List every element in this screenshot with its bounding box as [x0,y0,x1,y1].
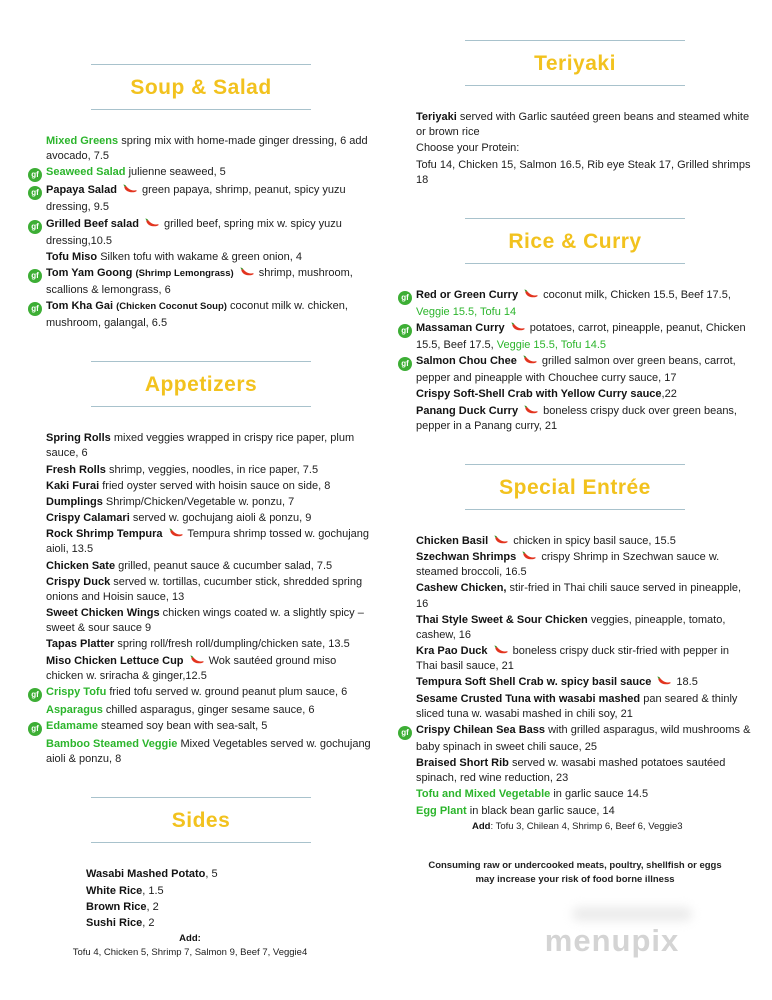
item-description: served w. gochujang aioli & ponzu, 9 [132,512,312,525]
menu-item [416,675,752,690]
item-description: grilled, peanut sauce & cucumber salad, 7.5 [118,559,333,572]
menu-item [401,321,752,353]
menu-item [31,299,374,331]
item-name: Panang Duck Curry [416,404,519,417]
item-description: fried tofu served w. ground peanut plum sauce, 6 [109,685,348,698]
menu-item [46,511,374,526]
menu-item [401,288,752,320]
chili-icon [509,321,525,336]
gluten-free-icon: gf [28,168,42,182]
menu-item [46,250,374,265]
menu-item [46,867,374,882]
item-description: pan seared & thinly sliced tuna w. wasabi mashed in chili soy, 21 [416,692,738,720]
item-name: Miso Chicken Lettuce Cup [46,654,184,667]
item-description: in black bean garlic sauce, 14 [469,804,615,817]
item-name: Cashew Chicken, [416,582,507,595]
divider-line [465,85,685,86]
item-description: steamed soy bean with sea-salt, 5 [101,720,268,733]
item-name: Kra Pao Duck [416,645,488,658]
item-name: Sushi Rice [86,916,143,929]
section-appetizers [28,361,374,767]
item-name: Crispy Duck [46,575,111,588]
menu-item [416,158,752,188]
menu-item [46,527,374,557]
section-title-rice-and-curry: Rice & Curry [508,229,642,253]
chili-icon [655,675,671,690]
item-name: Dumplings [46,495,103,508]
item-name: Rock Shrimp Tempura [46,528,163,541]
section-title-teriyaki: Teriyaki [534,52,616,75]
item-description: 18.5 [676,676,698,689]
menu-item [416,644,752,674]
gluten-free-icon: gf [398,324,412,338]
item-description: boneless crispy duck over green beans, pepper in a Panang curry, 21 [416,404,737,432]
item-description: coconut milk, Chicken 15.5, Beef 17.5, [543,288,731,301]
item-name: Wasabi Mashed Potato [86,868,206,881]
section-items [398,534,752,833]
gluten-free-icon: gf [398,726,412,740]
chili-icon [238,266,254,281]
chili-icon [522,404,538,419]
item-name: Papaya Salad [46,184,117,197]
divider-line [91,109,311,110]
menu-item [31,685,374,702]
section-title-soup-and-salad: Soup & Salad [130,76,272,99]
section-special-entree [398,464,752,833]
item-description: served with Garlic sautéed green beans and steamed white or brown rice [416,111,750,139]
item-description: Silken tofu with wakame & green onion, 4 [100,250,302,263]
section-title-appetizers: Appetizers [144,373,258,397]
item-description: chicken in spicy basil sauce, 15.5 [513,534,676,547]
item-description: boneless crispy duck stir-fried with pepper in Thai basil sauce, 21 [416,645,730,673]
item-name: Crispy Chilean Sea Bass [416,723,546,736]
menu-item [416,141,752,156]
item-name: Chicken Sate [46,559,116,572]
section-items [28,431,374,767]
chili-icon [121,183,137,198]
divider-line [91,842,311,843]
menu-item [46,559,374,574]
menu-item [46,575,374,605]
item-subname: (Chicken Coconut Soup) [116,301,227,313]
item-subname: (Shrimp Lemongrass) [135,267,234,279]
section-items [28,867,374,959]
item-name: Sweet Chicken Wings [46,607,160,620]
item-name: Brown Rice [86,900,147,913]
menu-item [416,387,752,402]
divider-line [91,361,311,362]
item-description: ,22 [661,388,677,401]
item-description-green: Veggie 15.5, Tofu 14.5 [496,339,607,352]
item-name: Szechwan Shrimps [416,551,517,564]
divider-line [465,263,685,264]
item-name: Spring Rolls [46,432,111,445]
gluten-free-icon: gf [28,722,42,736]
item-name: Braised Short Rib [416,757,509,770]
item-name: Salmon Chou Chee [416,355,517,368]
item-description: Tofu 4, Chicken 5, Shrimp 7, Salmon 9, Beef 7, Veggie4 [72,947,308,959]
left-column [28,0,384,960]
section-sides [28,797,374,959]
chili-icon [521,354,537,369]
item-description: fried oyster served with hoisin sauce on side, 8 [102,479,331,492]
menu-item [416,581,752,611]
item-description: , 2 [142,916,155,929]
menu-item [46,495,374,510]
menu-item [46,606,374,636]
item-description: shrimp, veggies, noodles, in rice paper, 7.5 [108,463,319,476]
item-name: Add [472,820,491,832]
divider-line [465,40,685,41]
menu-item [416,613,752,643]
section-items [28,134,374,331]
item-description: , 1.5 [142,884,164,897]
item-description: served w. tortillas, cucumber stick, shredded spring onions and Hoisin sauce, 13 [46,575,363,603]
item-name: Red or Green Curry [416,288,519,301]
item-description: coconut milk w. chicken, mushroom, galangal, 6.5 [46,300,348,330]
menu-item [31,183,374,215]
menu-item [31,217,374,249]
menu-item [46,654,374,684]
divider-line [465,464,685,465]
divider-line [91,406,311,407]
item-name: Tom Yam Goong [46,266,133,279]
scan-smudge [572,907,692,921]
gluten-free-icon: gf [28,688,42,702]
menu-item [46,900,374,915]
section-title-sides: Sides [171,809,231,833]
menu-item [46,703,374,718]
chili-icon [492,534,508,549]
item-description: , 5 [205,868,218,881]
chili-icon [167,527,183,542]
menu-item [31,719,374,736]
item-description-green: Veggie 15.5, Tofu 14 [416,305,517,318]
menu-item [46,134,374,164]
item-description: chicken wings coated w. a slightly spicy – sweet & sour sauce 9 [46,607,364,635]
menu-item [46,946,374,959]
menu-item [46,737,374,767]
item-name: Seaweed Salad [46,166,126,179]
gluten-free-icon: gf [28,302,42,316]
item-name: Thai Style Sweet & Sour Chicken [416,613,588,626]
menu-item [31,266,374,298]
item-description: mixed veggies wrapped in crispy rice paper, plum sauce, 6 [46,432,355,460]
menu-item [416,110,752,140]
section-title-special-entree: Special Entrée [499,475,651,499]
section-items [398,110,752,188]
menu-item [46,884,374,899]
item-name: Sesame Crusted Tuna with wasabi mashed [416,692,641,705]
item-description: Shrimp/Chicken/Vegetable w. ponzu, 7 [105,495,295,508]
item-description: veggies, pineapple, tomato, cashew, 16 [416,613,726,641]
food-safety-disclaimer: Consuming raw or undercooked meats, poultry, shellfish or eggs may increase your risk of food borne illness [428,859,722,886]
item-description: grilled salmon over green beans, carrot, pepper and pineapple with Chouchee curry sauce, 17 [416,355,736,385]
item-name: Crispy Calamari [46,512,130,525]
item-description: crispy Shrimp in Szechwan sauce w. steamed broccoli, 16.5 [416,551,720,579]
menu-item [416,550,752,580]
menu-item [46,932,374,945]
item-description: Tofu 14, Chicken 15, Salmon 16.5, Rib eye Steak 17, Grilled shrimps 18 [416,158,751,186]
menupix-watermark: menupix [544,923,680,959]
item-description: Wok sautéed ground miso chicken w. sriracha & ginger,12.5 [46,654,337,682]
item-name: Fresh Rolls [46,463,106,476]
section-soup-and-salad [28,64,374,331]
divider-line [465,218,685,219]
item-name: Bamboo Steamed Veggie [46,738,178,751]
chili-icon [520,550,536,565]
item-description: stir-fried in Thai chili sauce served in pineapple, 16 [416,582,742,610]
menu-item [416,787,752,802]
item-description: : Tofu 3, Chilean 4, Shrimp 6, Beef 6, Veggie3 [490,820,683,832]
menu-item [46,431,374,461]
item-description: in garlic sauce 14.5 [553,788,649,801]
divider-line [91,797,311,798]
item-description: with grilled asparagus, wild mushrooms & baby spinach in sweet chili sauce, 25 [416,723,751,753]
item-name: Edamame [46,720,98,733]
item-name: Crispy Soft-Shell Crab with Yellow Curry sauce [416,388,662,401]
item-name: Teriyaki [416,111,457,123]
menu-item [46,916,374,931]
item-name: White Rice [86,884,143,897]
item-name: Grilled Beef salad [46,217,139,230]
item-name: Asparagus [46,703,103,716]
chili-icon [492,644,508,659]
item-name: Tapas Platter [46,638,115,651]
item-name: Crispy Tofu [46,685,107,698]
menu-item [401,354,752,386]
item-description: served w. wasabi mashed potatoes sautéed spinach, red wine reduction, 23 [416,757,726,785]
divider-line [91,64,311,65]
item-description: julienne seaweed, 5 [128,166,226,179]
item-description: Choose your Protein: [416,142,520,155]
item-description: shrimp, mushroom, scallions & lemongrass, 6 [46,266,353,296]
gluten-free-icon: gf [398,357,412,371]
menu-item [416,756,752,786]
item-name: Massaman Curry [416,322,505,335]
section-rice-and-curry [398,218,752,434]
item-name: Egg Plant [416,804,467,817]
section-items [398,288,752,434]
gluten-free-icon: gf [28,269,42,283]
item-name: Add: [179,933,201,945]
menu-item [416,820,752,833]
item-description: spring mix with home-made ginger dressing, 6 add avocado, 7.5 [46,135,368,163]
gluten-free-icon: gf [398,291,412,305]
menu-item [416,404,752,434]
item-description: Mixed Vegetables served w. gochujang aioli & ponzu, 8 [46,738,371,766]
right-column [398,0,752,960]
menu-item [401,723,752,755]
menu-item [46,637,374,652]
item-description: , 2 [146,900,159,913]
section-teriyaki [398,40,752,188]
item-description: green papaya, shrimp, peanut, spicy yuzu dressing, 9.5 [46,184,346,214]
menu-item [416,692,752,722]
chili-icon [143,217,159,232]
menu-item [46,479,374,494]
item-name: Tempura Soft Shell Crab w. spicy basil sauce [416,676,652,689]
item-description: spring roll/fresh roll/dumpling/chicken sate, 13.5 [117,638,350,651]
item-description: Tempura shrimp tossed w. gochujang aioli, 13.5 [46,528,370,556]
item-name: Tofu Miso [46,250,98,263]
menu-item [416,534,752,549]
item-name: Chicken Basil [416,534,489,547]
item-name: Kaki Furai [46,479,100,492]
chili-icon [522,288,538,303]
item-name: Tofu and Mixed Vegetable [416,788,551,801]
divider-line [465,509,685,510]
gluten-free-icon: gf [28,220,42,234]
item-name: Mixed Greens [46,135,119,147]
gluten-free-icon: gf [28,186,42,200]
item-name: Tom Kha Gai [46,300,114,313]
menu-item [416,804,752,819]
item-description: potatoes, carrot, pineapple, peanut, Chicken 15.5, Beef 17.5, [416,322,746,352]
item-description: grilled beef, spring mix w. spicy yuzu dressing,10.5 [46,217,342,247]
menu-item [46,463,374,478]
item-description: chilled asparagus, ginger sesame sauce, 6 [105,703,315,716]
menu-item [31,165,374,182]
chili-icon [188,654,204,669]
